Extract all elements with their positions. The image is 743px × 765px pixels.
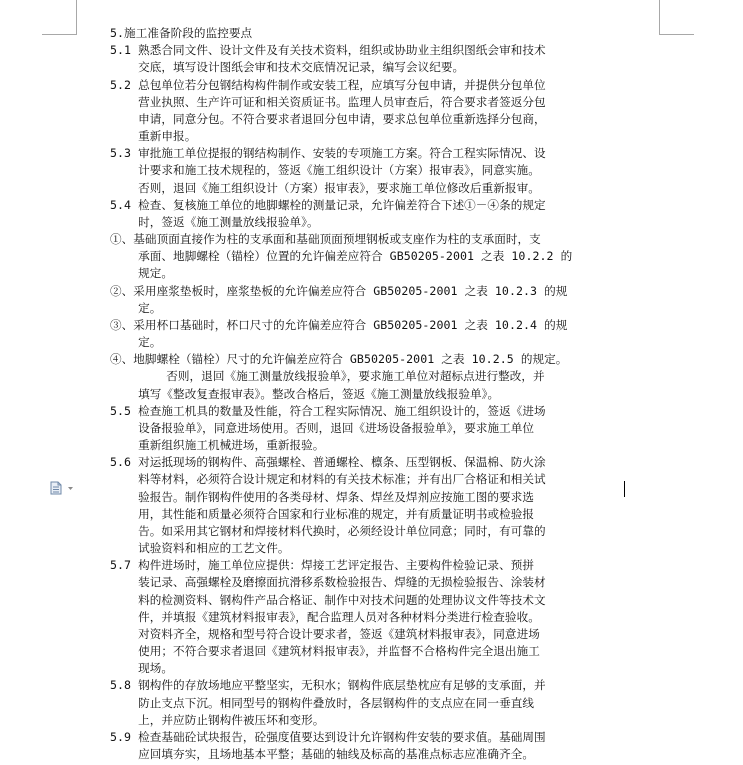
text-line: 否则，退回《施工测量放线报验单》，要求施工单位对超标点进行整改，并 <box>110 369 545 384</box>
text-line: 应回填夯实，且场地基本平整；基础的轴线及标高的基准点标志应准确齐全。 <box>110 747 535 761</box>
text-line: 规定。 <box>110 266 174 281</box>
text-line: 料等材料，必须符合设计规定和材料的有关技术标准；并有出厂合格证和相关试 <box>110 472 546 487</box>
text-line: 对资料齐全，规格和型号符合设计要求者，签返《建筑材料报审表》，同意进场 <box>110 626 540 641</box>
text-line: 5.3 审批施工单位提报的钢结构制作、安装的专项施工方案。符合工程实际情况、设 <box>110 146 546 161</box>
text-line: 5.8 钢构件的存放场地应平整坚实，无积水；钢构件底层垫枕应有足够的支承面，并 <box>110 678 546 693</box>
text-line: 设备报验单》，同意进场使用。否则，退回《进场设备报验单》，要求施工单位 <box>110 420 535 435</box>
text-line: 定。 <box>110 335 162 349</box>
text-line: 验报告。制作钢构件使用的各类母材、焊条、焊丝及焊剂应按施工图的要求选 <box>110 489 535 504</box>
text-cursor <box>624 481 625 497</box>
text-line: 重新申报。 <box>110 129 197 143</box>
text-line: 防止支点下沉。相同型号的钢构件叠放时，各层钢构件的支点应在同一垂直线 <box>110 695 535 710</box>
text-line: ④、地脚螺栓（锚栓）尺寸的允许偏差应符合 GB50205-2001 之表 10.2.5 的规定。 <box>110 352 568 367</box>
text-line: ①、基础顶面直接作为柱的支承面和基础顶面预埋钢板或支座作为柱的支承面时，支 <box>110 232 541 246</box>
page-corner-mark-right <box>659 0 694 35</box>
text-line: 现场。 <box>110 661 174 676</box>
text-line: 件，并填报《建筑材料报审表》，配合监理人员对各种材料分类进行检查验收。 <box>110 609 540 624</box>
text-line: 5.2 总包单位若分包钢结构构件制作或安装工程，应填写分包申请，并提供分包单位 <box>110 77 546 92</box>
text-line: 试验资料和相应的工艺文件。 <box>110 541 290 555</box>
text-line: 使用；不符合要求者退回《建筑材料报审表》，并监督不合格构件完全退出施工 <box>110 644 540 658</box>
text-line: 5.7 构件进场时，施工单位应提供：焊接工艺评定报告、主要构件检验记录、预拼 <box>110 558 535 573</box>
text-line: ②、采用座浆垫板时，座浆垫板的允许偏差应符合 GB50205-2001 之表 10.2.3 的规 <box>110 283 568 298</box>
text-line: 计要求和施工技术规程的，签返《施工组织设计（方案）报审表》，同意实施。 <box>110 163 540 178</box>
text-line: 定。 <box>110 300 162 315</box>
text-line: 料的检测资料、钢构件产品合格证、制作中对技术问题的处理协议文件等技术文 <box>110 592 546 607</box>
text-line: ③、采用杯口基础时，杯口尺寸的允许偏差应符合 GB50205-2001 之表 10.2.4 的规 <box>110 317 568 332</box>
text-line: 交底，填写设计图纸会审和技术交底情况记录，编写会议纪要。 <box>110 60 465 75</box>
text-line: 填写《整改复查报审表》。整改合格后，签返《施工测量放线报验单》。 <box>110 386 500 401</box>
text-line: 申请，同意分包。不符合要求者退回分包申请，要求总包单位重新选择分包商， <box>110 111 546 126</box>
text-line: 否则，退回《施工组织设计（方案）报审表》，要求施工单位修改后重新报审。 <box>110 180 540 195</box>
document-page[interactable] <box>110 24 632 765</box>
text-line: 5.6 对运抵现场的钢构件、高强螺栓、普通螺栓、檩条、压型钢板、保温棉、防火涂 <box>110 455 546 470</box>
page-corner-mark-left <box>42 0 77 35</box>
document-icon[interactable] <box>50 480 78 494</box>
text-line: 5.施工准备阶段的监控要点 <box>110 26 253 40</box>
text-line: 时，签返《施工测量放线报验单》。 <box>110 214 319 229</box>
text-line: 重新组织施工机械进场，重新报验。 <box>110 438 325 452</box>
text-line: 5.9 检查基础砼试块报告，砼强度值要达到设计允许钢构件安装的要求值。基础周围 <box>110 729 546 744</box>
text-line: 承面、地脚螺栓（锚栓）位置的允许偏差应符合 GB50205-2001 之表 10.2.2 的 <box>110 249 573 264</box>
text-line: 营业执照、生产许可证和相关资质证书。监理人员审查后，符合要求者签返分包 <box>110 94 546 109</box>
text-line: 告。如采用其它钢材和焊接材料代换时，必须经设计单位同意；同时，有可靠的 <box>110 523 546 538</box>
text-line: 5.4 检查、复核施工单位的地脚螺栓的测量记录，允许偏差符合下述①－④条的规定 <box>110 197 546 212</box>
text-line: 5.1 熟悉合同文件、设计文件及有关技术资料，组织或协助业主组织图纸会审和技术 <box>110 43 546 58</box>
text-line: 上，并应防止钢构件被压坏和变形。 <box>110 712 325 727</box>
text-line: 用，其性能和质量必须符合国家和行业标准的规定，并有质量证明书或检验报 <box>110 506 535 521</box>
text-line: 装记录、高强螺栓及磨擦面抗滑移系数检验报告、焊缝的无损检验报告、涂装材 <box>110 575 546 590</box>
text-line: 5.5 检查施工机具的数量及性能，符合工程实际情况、施工组织设计的，签返《进场 <box>110 403 546 418</box>
